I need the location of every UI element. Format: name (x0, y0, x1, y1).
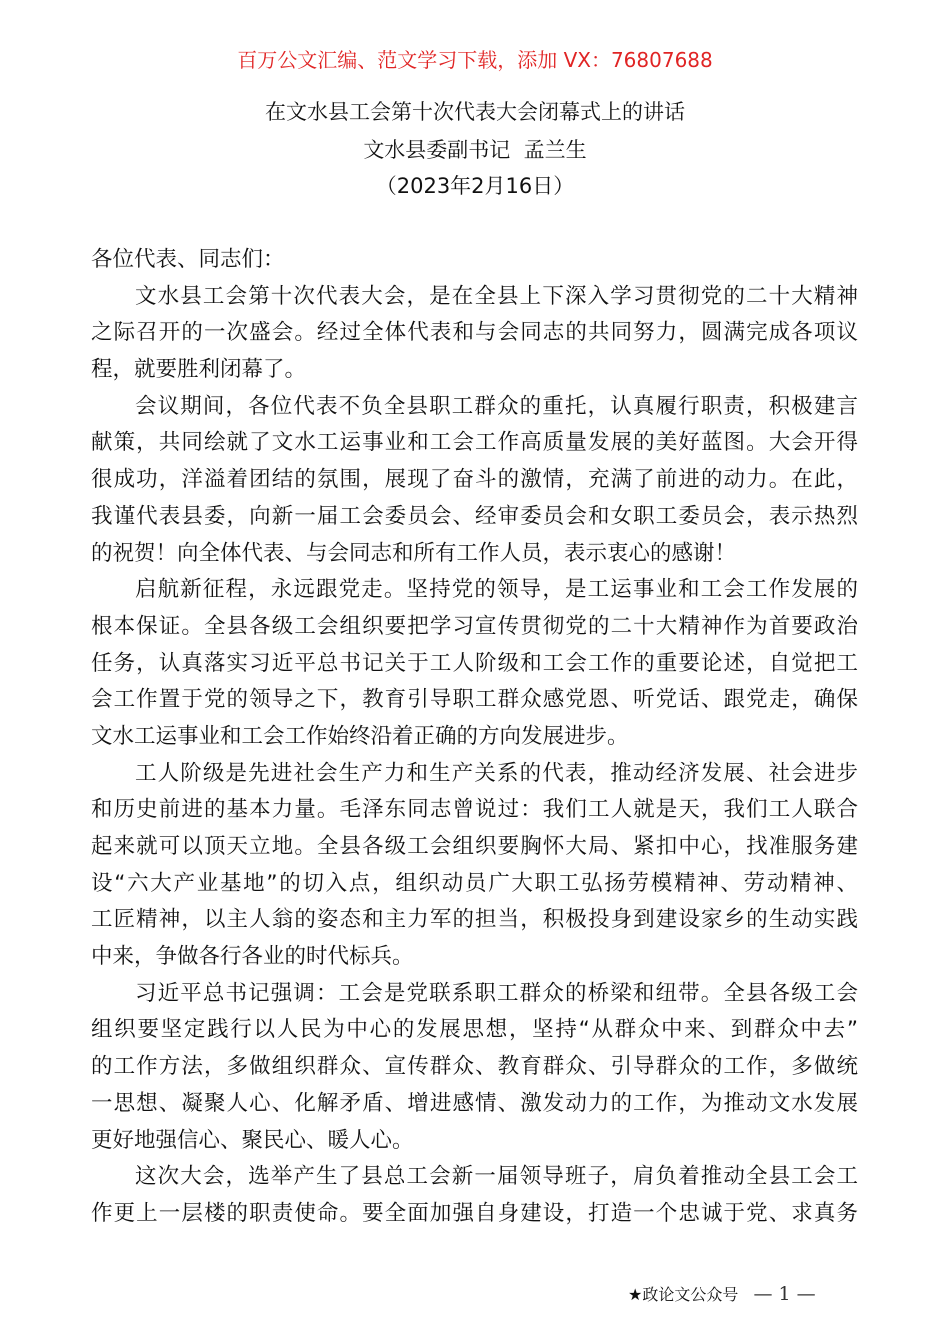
paragraph (91, 279, 858, 389)
text-line: 的工作方法，多做组织群众、宣传群众、教育群众、引导群众的工作，多做统 (91, 1054, 858, 1080)
document-title: 在文水县工会第十次代表大会闭幕式上的讲话 (265, 100, 685, 124)
text-line: 会议期间，各位代表不负全县职工群众的重托，认真履行职责，积极建言 (135, 393, 858, 419)
paragraph (91, 1159, 858, 1232)
text-line: 程，就要胜利闭幕了。 (91, 357, 307, 383)
text-line: 工匠精神，以主人翁的姿态和主力军的担当，积极投身到建设家乡的生动实践 (91, 907, 858, 933)
watermark-banner: 百万公文汇编、范文学习下载，添加 VX：76807688 (237, 48, 713, 72)
page-footer (628, 1282, 816, 1307)
text-line: 一思想、凝聚人心、化解矛盾、增进感情、激发动力的工作，为推动文水发展 (91, 1090, 858, 1116)
paragraph (91, 242, 858, 279)
text-line: 更好地强信心、聚民心、暖人心。 (91, 1127, 414, 1153)
text-line: 文水县工会第十次代表大会，是在全县上下深入学习贯彻党的二十大精神 (135, 283, 858, 309)
text-line: 的祝贺！向全体代表、与会同志和所有工作人员，表示衷心的感谢！ (91, 540, 737, 566)
text-line: 文水工运事业和工会工作始终沿着正确的方向发展进步。 (91, 723, 629, 749)
text-line: 根本保证。全县各级工会组织要把学习宣传贯彻党的二十大精神作为首要政治 (91, 613, 858, 639)
text-line: 习近平总书记强调：工会是党联系职工群众的桥梁和纽带。全县各级工会 (135, 980, 858, 1006)
text-line: 我谨代表县委，向新一届工会委员会、经审委员会和女职工委员会，表示热烈 (91, 503, 858, 529)
text-line: 很成功，洋溢着团结的氛围，展现了奋斗的激情，充满了前进的动力。在此， (91, 467, 858, 493)
paragraph (91, 756, 858, 976)
document-date: （2023年2月16日） (375, 174, 575, 198)
footer-source: ★政论文公众号 (628, 1285, 739, 1304)
text-line: 这次大会，选举产生了县总工会新一届领导班子，肩负着推动全县工会工 (135, 1164, 858, 1190)
text-line: 启航新征程，永远跟党走。坚持党的领导，是工运事业和工会工作发展的 (135, 577, 858, 603)
text-line: 献策，共同绘就了文水工运事业和工会工作高质量发展的美好蓝图。大会开得 (91, 430, 858, 456)
text-line: 中来，争做各行各业的时代标兵。 (91, 944, 414, 970)
text-line: 任务，认真落实习近平总书记关于工人阶级和工会工作的重要论述，自觉把工 (91, 650, 858, 676)
document-body (91, 242, 858, 1233)
text-line: 之际召开的一次盛会。经过全体代表和与会同志的共同努力，圆满完成各项议 (91, 320, 858, 346)
paragraph (91, 389, 858, 572)
text-line: 起来就可以顶天立地。全县各级工会组织要胸怀大局、紧扣中心，找准服务建 (91, 834, 858, 859)
text-line: 设“六大产业基地”的切入点，组织动员广大职工弘扬劳模精神、劳动精神、 (91, 870, 858, 896)
text-line: 组织要坚定践行以人民为中心的发展思想，坚持“从群众中来、到群众中去” (91, 1017, 858, 1043)
paragraph (91, 976, 858, 1159)
text-line: 会工作置于党的领导之下，教育引导职工群众感党恩、听党话、跟党走，确保 (91, 687, 858, 713)
document-author: 文水县委副书记 孟兰生 (363, 138, 587, 162)
text-line: 作更上一层楼的职责使命。要全面加强自身建设，打造一个忠诚于党、求真务 (91, 1200, 858, 1226)
text-line: 和历史前进的基本力量。毛泽东同志曾说过：我们工人就是天，我们工人联合 (91, 797, 858, 823)
text-line: 各位代表、同志们： (91, 247, 285, 272)
paragraph (91, 572, 858, 755)
text-line: 工人阶级是先进社会生产力和生产关系的代表，推动经济发展、社会进步 (135, 760, 858, 786)
page-number: — 1 — (753, 1283, 816, 1305)
